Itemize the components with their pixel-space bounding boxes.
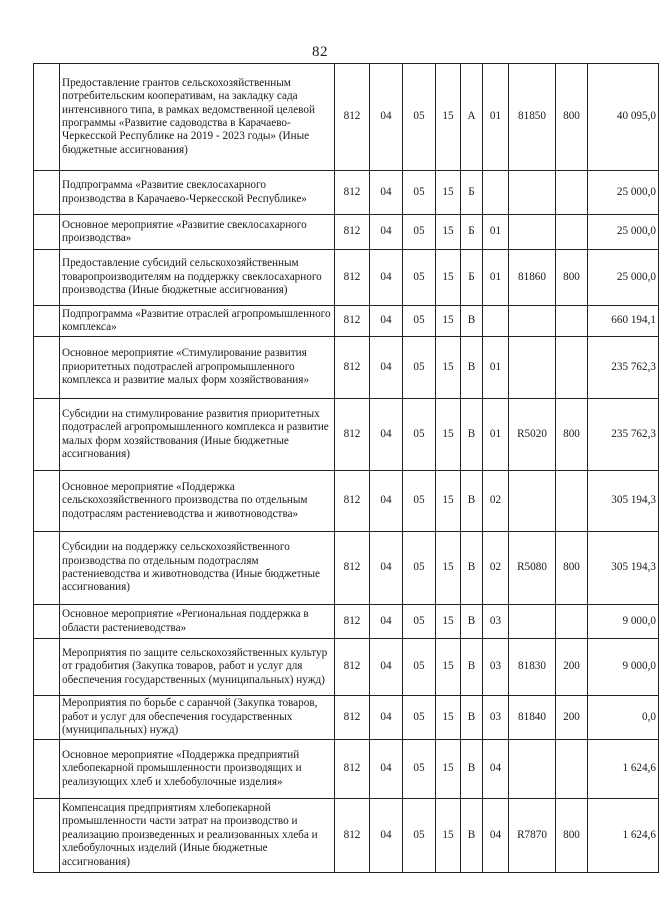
subprogram-code: В bbox=[461, 399, 483, 471]
ministry-code: 812 bbox=[335, 337, 370, 399]
subprogram-code: Б bbox=[461, 215, 483, 250]
amount: 9 000,0 bbox=[588, 639, 659, 696]
program-code: 15 bbox=[436, 605, 461, 639]
ministry-code: 812 bbox=[335, 306, 370, 337]
item-name: Подпрограмма «Развитие отраслей агропромышленного комплекса» bbox=[60, 306, 335, 337]
section-code: 04 bbox=[370, 215, 403, 250]
ministry-code: 812 bbox=[335, 471, 370, 532]
section-code: 04 bbox=[370, 532, 403, 605]
table-row bbox=[34, 171, 659, 215]
direction-code: R5080 bbox=[509, 532, 556, 605]
section-code: 04 bbox=[370, 399, 403, 471]
program-code: 15 bbox=[436, 171, 461, 215]
ministry-code: 812 bbox=[335, 64, 370, 171]
subprogram-code: В bbox=[461, 605, 483, 639]
amount: 40 095,0 bbox=[588, 64, 659, 171]
subsection-code: 05 bbox=[403, 306, 436, 337]
margin-cell bbox=[34, 171, 60, 215]
subprogram-code: Б bbox=[461, 250, 483, 306]
table-body bbox=[34, 64, 659, 873]
subprogram-code: Б bbox=[461, 171, 483, 215]
subsection-code: 05 bbox=[403, 337, 436, 399]
main-measure-code: 01 bbox=[483, 64, 509, 171]
subprogram-code: В bbox=[461, 799, 483, 873]
program-code: 15 bbox=[436, 471, 461, 532]
table-row bbox=[34, 64, 659, 171]
item-name: Основное мероприятие «Региональная поддержка в области растениеводства» bbox=[60, 605, 335, 639]
amount: 25 000,0 bbox=[588, 250, 659, 306]
expense-type-code: 200 bbox=[556, 696, 588, 740]
expense-type-code bbox=[556, 740, 588, 799]
section-code: 04 bbox=[370, 64, 403, 171]
main-measure-code: 01 bbox=[483, 399, 509, 471]
main-measure-code: 04 bbox=[483, 799, 509, 873]
subprogram-code: В bbox=[461, 471, 483, 532]
subprogram-code: В bbox=[461, 639, 483, 696]
direction-code: 81830 bbox=[509, 639, 556, 696]
item-name: Основное мероприятие «Поддержка сельскохозяйственного производства по отдельным подотраслям растениеводства и животноводства» bbox=[60, 471, 335, 532]
margin-cell bbox=[34, 740, 60, 799]
table-row bbox=[34, 471, 659, 532]
item-name: Компенсация предприятиям хлебопекарной промышленности части затрат на производство и реализацию произведенных и реализованных хлеба и хлебобулочных изделий (Иные бюджетные ассигнования) bbox=[60, 799, 335, 873]
expense-type-code bbox=[556, 306, 588, 337]
amount: 0,0 bbox=[588, 696, 659, 740]
subsection-code: 05 bbox=[403, 605, 436, 639]
amount: 235 762,3 bbox=[588, 399, 659, 471]
subprogram-code: В bbox=[461, 337, 483, 399]
margin-cell bbox=[34, 64, 60, 171]
ministry-code: 812 bbox=[335, 399, 370, 471]
amount: 305 194,3 bbox=[588, 471, 659, 532]
amount: 25 000,0 bbox=[588, 171, 659, 215]
ministry-code: 812 bbox=[335, 696, 370, 740]
subsection-code: 05 bbox=[403, 696, 436, 740]
section-code: 04 bbox=[370, 471, 403, 532]
amount: 1 624,6 bbox=[588, 799, 659, 873]
margin-cell bbox=[34, 799, 60, 873]
ministry-code: 812 bbox=[335, 171, 370, 215]
subsection-code: 05 bbox=[403, 639, 436, 696]
subsection-code: 05 bbox=[403, 799, 436, 873]
amount: 9 000,0 bbox=[588, 605, 659, 639]
subsection-code: 05 bbox=[403, 471, 436, 532]
section-code: 04 bbox=[370, 605, 403, 639]
program-code: 15 bbox=[436, 215, 461, 250]
table-row bbox=[34, 250, 659, 306]
ministry-code: 812 bbox=[335, 740, 370, 799]
main-measure-code: 02 bbox=[483, 471, 509, 532]
expense-type-code bbox=[556, 215, 588, 250]
section-code: 04 bbox=[370, 306, 403, 337]
table-row bbox=[34, 337, 659, 399]
table-row bbox=[34, 306, 659, 337]
item-name: Предоставление грантов сельскохозяйственным потребительским кооперативам, на закладку сада интенсивного типа, в рамках ведомственной целевой программы «Развитие садоводства в Карачаево-Черкесской Республике на 2019 - 2023 годы» (Иные бюджетные ассигнования) bbox=[60, 64, 335, 171]
direction-code bbox=[509, 471, 556, 532]
main-measure-code: 01 bbox=[483, 337, 509, 399]
subsection-code: 05 bbox=[403, 215, 436, 250]
section-code: 04 bbox=[370, 696, 403, 740]
margin-cell bbox=[34, 250, 60, 306]
section-code: 04 bbox=[370, 250, 403, 306]
margin-cell bbox=[34, 605, 60, 639]
direction-code bbox=[509, 605, 556, 639]
margin-cell bbox=[34, 399, 60, 471]
program-code: 15 bbox=[436, 696, 461, 740]
main-measure-code: 01 bbox=[483, 250, 509, 306]
direction-code bbox=[509, 337, 556, 399]
main-measure-code: 03 bbox=[483, 639, 509, 696]
subsection-code: 05 bbox=[403, 171, 436, 215]
expense-type-code: 800 bbox=[556, 250, 588, 306]
margin-cell bbox=[34, 532, 60, 605]
ministry-code: 812 bbox=[335, 532, 370, 605]
main-measure-code bbox=[483, 306, 509, 337]
direction-code bbox=[509, 171, 556, 215]
amount: 305 194,3 bbox=[588, 532, 659, 605]
item-name: Субсидии на поддержку сельскохозяйственного производства по отдельным подотраслям растениеводства и животноводства (Иные бюджетные ассигнования) bbox=[60, 532, 335, 605]
item-name: Основное мероприятие «Стимулирование развития приоритетных подотраслей агропромышленного комплекса и развитие малых форм хозяйствования» bbox=[60, 337, 335, 399]
ministry-code: 812 bbox=[335, 605, 370, 639]
table-row bbox=[34, 799, 659, 873]
program-code: 15 bbox=[436, 250, 461, 306]
program-code: 15 bbox=[436, 306, 461, 337]
main-measure-code bbox=[483, 171, 509, 215]
main-measure-code: 03 bbox=[483, 696, 509, 740]
direction-code bbox=[509, 306, 556, 337]
program-code: 15 bbox=[436, 337, 461, 399]
subprogram-code: В bbox=[461, 740, 483, 799]
main-measure-code: 02 bbox=[483, 532, 509, 605]
direction-code: R5020 bbox=[509, 399, 556, 471]
amount: 1 624,6 bbox=[588, 740, 659, 799]
ministry-code: 812 bbox=[335, 639, 370, 696]
page-number: 82 bbox=[312, 44, 328, 60]
expense-type-code: 800 bbox=[556, 532, 588, 605]
direction-code: 81860 bbox=[509, 250, 556, 306]
margin-cell bbox=[34, 696, 60, 740]
subprogram-code: А bbox=[461, 64, 483, 171]
direction-code bbox=[509, 215, 556, 250]
direction-code: 81840 bbox=[509, 696, 556, 740]
margin-cell bbox=[34, 215, 60, 250]
budget-table bbox=[33, 63, 659, 873]
table-row bbox=[34, 399, 659, 471]
section-code: 04 bbox=[370, 639, 403, 696]
subsection-code: 05 bbox=[403, 740, 436, 799]
subsection-code: 05 bbox=[403, 532, 436, 605]
expense-type-code: 800 bbox=[556, 64, 588, 171]
item-name: Подпрограмма «Развитие свеклосахарного производства в Карачаево-Черкесской Республике» bbox=[60, 171, 335, 215]
main-measure-code: 03 bbox=[483, 605, 509, 639]
expense-type-code: 200 bbox=[556, 639, 588, 696]
section-code: 04 bbox=[370, 337, 403, 399]
section-code: 04 bbox=[370, 799, 403, 873]
table-row bbox=[34, 532, 659, 605]
amount: 660 194,1 bbox=[588, 306, 659, 337]
ministry-code: 812 bbox=[335, 250, 370, 306]
subprogram-code: В bbox=[461, 306, 483, 337]
item-name: Основное мероприятие «Развитие свеклосахарного производства» bbox=[60, 215, 335, 250]
section-code: 04 bbox=[370, 171, 403, 215]
expense-type-code bbox=[556, 337, 588, 399]
expense-type-code bbox=[556, 605, 588, 639]
program-code: 15 bbox=[436, 740, 461, 799]
item-name: Мероприятия по защите сельскохозяйственных культур от градобития (Закупка товаров, работ и услуг для обеспечения государственных (муниципальных) нужд) bbox=[60, 639, 335, 696]
subsection-code: 05 bbox=[403, 250, 436, 306]
amount: 235 762,3 bbox=[588, 337, 659, 399]
margin-cell bbox=[34, 471, 60, 532]
item-name: Предоставление субсидий сельскохозяйственным товаропроизводителям на поддержку свеклосахарного производства (Иные бюджетные ассигнования) bbox=[60, 250, 335, 306]
program-code: 15 bbox=[436, 639, 461, 696]
program-code: 15 bbox=[436, 799, 461, 873]
program-code: 15 bbox=[436, 532, 461, 605]
table-row bbox=[34, 215, 659, 250]
direction-code bbox=[509, 740, 556, 799]
expense-type-code: 800 bbox=[556, 799, 588, 873]
margin-cell bbox=[34, 337, 60, 399]
ministry-code: 812 bbox=[335, 215, 370, 250]
amount: 25 000,0 bbox=[588, 215, 659, 250]
program-code: 15 bbox=[436, 64, 461, 171]
main-measure-code: 04 bbox=[483, 740, 509, 799]
subprogram-code: В bbox=[461, 696, 483, 740]
table-row bbox=[34, 639, 659, 696]
direction-code: R7870 bbox=[509, 799, 556, 873]
item-name: Мероприятия по борьбе с саранчой (Закупка товаров, работ и услуг для обеспечения государственных (муниципальных) нужд) bbox=[60, 696, 335, 740]
subprogram-code: В bbox=[461, 532, 483, 605]
expense-type-code: 800 bbox=[556, 399, 588, 471]
ministry-code: 812 bbox=[335, 799, 370, 873]
table-row bbox=[34, 740, 659, 799]
item-name: Основное мероприятие «Поддержка предприятий хлебопекарной промышленности производящих и реализующих хлеб и хлебобулочные изделия» bbox=[60, 740, 335, 799]
subsection-code: 05 bbox=[403, 399, 436, 471]
direction-code: 81850 bbox=[509, 64, 556, 171]
margin-cell bbox=[34, 306, 60, 337]
main-measure-code: 01 bbox=[483, 215, 509, 250]
section-code: 04 bbox=[370, 740, 403, 799]
subsection-code: 05 bbox=[403, 64, 436, 171]
table-row bbox=[34, 605, 659, 639]
expense-type-code bbox=[556, 471, 588, 532]
item-name: Субсидии на стимулирование развития приоритетных подотраслей агропромышленного комплекса и развитие малых форм хозяйствования (Иные бюджетные ассигнования) bbox=[60, 399, 335, 471]
expense-type-code bbox=[556, 171, 588, 215]
table-row bbox=[34, 696, 659, 740]
program-code: 15 bbox=[436, 399, 461, 471]
margin-cell bbox=[34, 639, 60, 696]
